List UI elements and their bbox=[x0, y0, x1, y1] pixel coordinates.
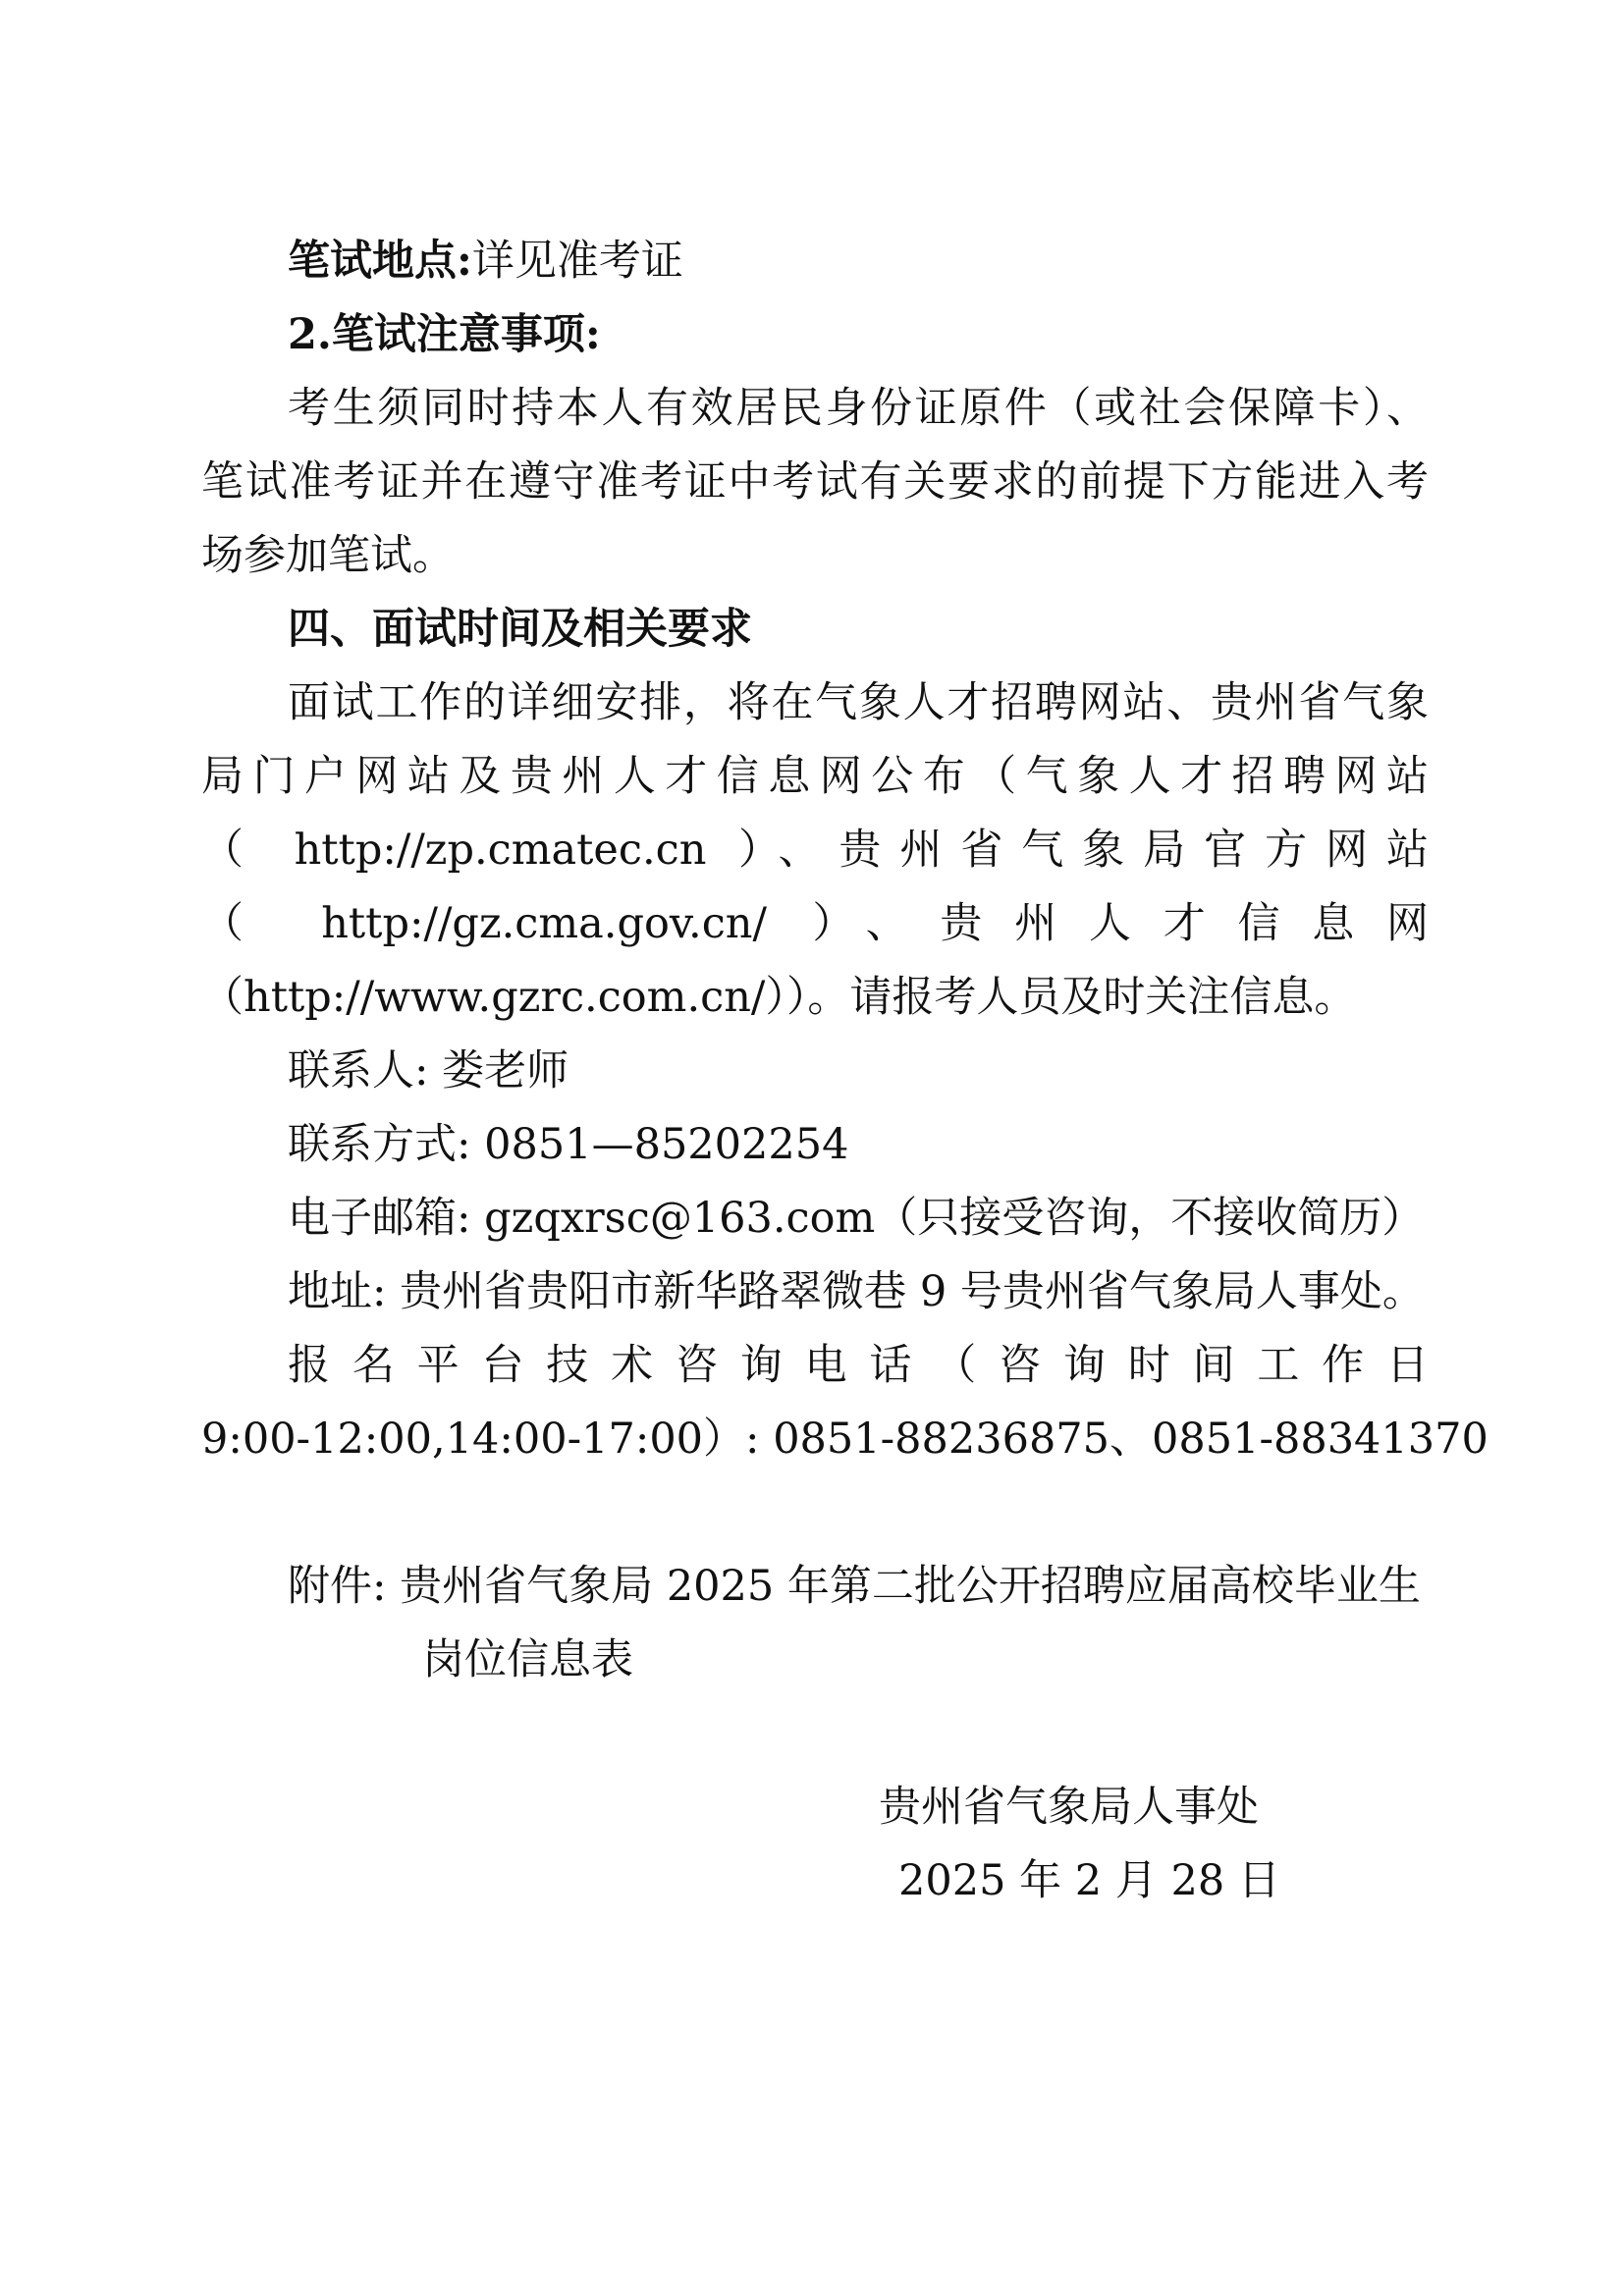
exam-notes-line-1: 考生须同时持本人有效居民身份证原件（或社会保障卡）、 bbox=[288, 384, 1429, 433]
interview-heading: 四、面试时间及相关要求 bbox=[288, 605, 752, 654]
exam-notes-heading: 2.笔试注意事项: bbox=[288, 310, 601, 359]
contact-phone: 联系方式: 0851—85202254 bbox=[288, 1120, 849, 1169]
interview-line-5: （http://www.gzrc.com.cn/））。请报考人员及时关注信息。 bbox=[201, 973, 1357, 1022]
contact-address: 地址: 贵州省贵阳市新华路翠微巷 9 号贵州省气象局人事处。 bbox=[288, 1267, 1425, 1316]
contact-email: 电子邮箱: gzqxrsc@163.com（只接受咨询，不接收简历） bbox=[288, 1194, 1425, 1243]
attachment-line-2: 岗位信息表 bbox=[422, 1635, 633, 1684]
exam-notes-line-2: 笔试准考证并在遵守准考证中考试有关要求的前提下方能进入考 bbox=[201, 457, 1429, 507]
signature-org: 贵州省气象局人事处 bbox=[879, 1783, 1259, 1832]
interview-line-1: 面试工作的详细安排，将在气象人才招聘网站、贵州省气象 bbox=[288, 678, 1429, 727]
exam-location-value: 详见准考证 bbox=[471, 237, 683, 286]
interview-line-4: （ http://gz.cma.gov.cn/ ）、贵州人才信息网 bbox=[201, 899, 1429, 948]
exam-notes-line-3: 场参加笔试。 bbox=[201, 531, 455, 580]
exam-location-label: 笔试地点: bbox=[288, 237, 472, 286]
exam-location-line bbox=[288, 232, 1429, 291]
attachment-line-1: 附件: 贵州省气象局 2025 年第二批公开招聘应届高校毕业生 bbox=[288, 1562, 1421, 1611]
signature-date: 2025 年 2 月 28 日 bbox=[898, 1856, 1280, 1905]
tech-support-line-1: 报名平台技术咨询电话（咨询时间工作日 bbox=[288, 1341, 1429, 1390]
tech-support-line-2: 9:00-12:00,14:00-17:00）: 0851-88236875、0851-88341370 bbox=[201, 1415, 1489, 1464]
interview-line-2: 局门户网站及贵州人才信息网公布（气象人才招聘网站 bbox=[201, 752, 1429, 801]
interview-line-3: （ http://zp.cmatec.cn ）、贵州省气象局官方网站 bbox=[201, 826, 1429, 875]
contact-person: 联系人: 娄老师 bbox=[288, 1046, 569, 1095]
